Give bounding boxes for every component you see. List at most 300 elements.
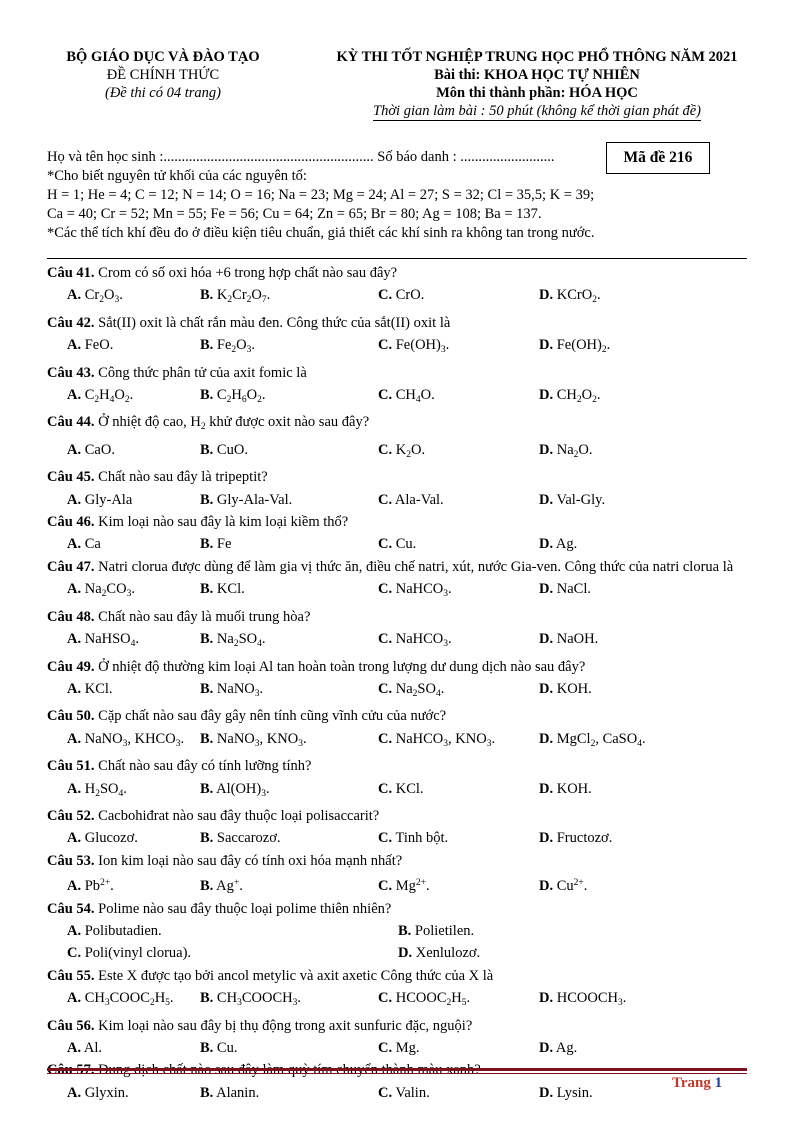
subject: Môn thi thành phần: HÓA HỌC [436,85,638,101]
answer-option[interactable] [539,872,729,897]
option-text: NaHCO$_3$. [392,581,452,600]
official-label: ĐỀ CHÍNH THỨC [106,67,220,83]
question-text: Ở nhiệt độ thường kim loại Al tan hoàn toàn trong lượng dư dung dịch nào sau đây? [94,658,586,675]
option-letter: B. [200,730,214,747]
option-letter: D. [539,631,554,648]
answer-option[interactable] [539,778,729,805]
option-letter: B. [200,287,214,304]
option-letter: D. [398,945,413,962]
option-text: $K_2O$. [392,441,426,460]
question-block [47,656,749,706]
answer-option[interactable] [47,628,200,655]
option-letter: B. [200,441,214,458]
option-letter: C. [378,780,393,797]
answer-row [47,1037,749,1059]
question-number: Câu 46. [47,514,95,531]
option-text: $CH_3COOC_2H_5$. [81,990,174,1009]
option-letter: D. [539,536,554,553]
question-number: Câu 53. [47,852,95,869]
option-letter: A. [67,922,82,939]
exam-title: KỲ THI TỐT NGHIỆP TRUNG HỌC PHỔ THÔNG NĂM 2021 [336,49,738,65]
question-block [47,556,749,606]
answer-row [47,987,749,1014]
answer-option[interactable] [378,334,539,361]
question-block [47,705,749,755]
answer-option[interactable] [378,678,539,705]
option-letter: A. [67,1084,82,1101]
question-stem [47,466,749,488]
answer-option[interactable] [200,1037,378,1059]
option-letter: B. [200,680,214,697]
answer-option[interactable] [539,578,729,605]
question-text: Ion kim loại nào sau đây có tính oxi hóa mạnh nhất? [94,852,403,869]
option-letter: C. [378,730,393,747]
answer-option[interactable] [378,778,539,805]
question-text: Sắt(II) oxit là chất rắn màu đen. Công thức của sắt(II) oxit là [94,314,451,331]
question-text: Este X được tạo bởi ancol metylic và axit axetic Công thức của X là [94,967,494,984]
option-letter: A. [67,337,82,354]
option-text: $Fe_2O_3$. [213,337,256,356]
answer-option[interactable] [47,334,200,361]
question-stem [47,511,749,533]
question-text: Công thức phân tử của axit fomic là [94,364,307,381]
option-letter: C. [378,491,393,508]
option-text: KOH. [553,780,592,797]
option-text: Xenlulozơ. [412,945,481,962]
answer-option[interactable] [47,987,200,1014]
answer-option[interactable] [200,778,378,805]
option-letter: A. [67,830,82,847]
answer-option[interactable] [398,942,728,964]
option-letter: C. [378,830,393,847]
option-text: Poli(vinyl clorua). [81,945,192,962]
answer-option[interactable] [539,628,729,655]
question-block [47,466,749,511]
answer-option[interactable] [539,384,729,411]
option-letter: D. [539,730,554,747]
question-text: Kim loại nào sau đây là kim loại kiềm thổ? [94,514,349,531]
option-text: Fructozơ. [553,830,613,847]
gas-note: *Các thể tích khí đều đo ở điều kiện tiêu chuẩn, giả thiết các khí sinh ra không tan trong nước. [47,225,595,241]
option-text: Ag+. [213,878,243,895]
question-number: Câu 41. [47,265,95,281]
option-text: Cu. [392,536,417,553]
option-text: Fe [213,536,232,553]
answer-option[interactable] [47,778,200,805]
answer-row [47,1082,749,1104]
question-block [47,606,749,656]
answer-option[interactable] [539,489,729,511]
option-letter: B. [200,491,214,508]
option-letter: B. [200,631,214,648]
answer-option[interactable] [539,334,729,361]
option-letter: A. [67,990,82,1007]
question-text: Natri clorua được dùng để làm gia vị thức ăn, điều chế natri, xút, nước Gia-ven. Công thức của natri clorua là [94,558,734,575]
option-text: $C_2H_4O_2$. [81,387,134,406]
answer-option[interactable] [200,439,378,466]
question-number: Câu 55. [47,967,95,984]
answer-row [47,334,749,361]
option-letter: D. [539,387,554,404]
option-text: Polibutadien. [81,922,162,939]
answer-option[interactable] [378,987,539,1014]
atomic-intro: *Cho biết nguyên tử khối của các nguyên tố: [47,168,307,184]
answer-option[interactable] [200,827,378,849]
option-text: Ag. [553,1040,578,1056]
option-text: KCrO$_2$. [553,287,601,306]
answer-row [47,942,749,964]
answer-option[interactable] [398,920,728,942]
question-block [47,850,749,898]
option-text: $CH_2O_2$. [553,387,601,406]
footer-rule-thick [47,1068,747,1071]
answer-option[interactable] [200,334,378,361]
option-text: Alanin. [213,1084,260,1101]
option-letter: B. [200,990,214,1007]
option-text: CaO. [81,441,115,458]
page-number-value: 1 [714,1075,723,1091]
option-text: $CH_4O$. [392,387,435,406]
answer-option[interactable] [378,489,539,511]
option-text: Gly-Ala-Val. [213,491,293,508]
option-text: NaOH. [553,631,599,648]
option-text: Al. [81,1040,103,1056]
option-text: $Fe(OH)_3$. [392,337,450,356]
question-stem [47,1015,749,1037]
answer-option[interactable] [47,578,200,605]
option-letter: A. [67,1040,82,1056]
header-divider [47,258,747,259]
answer-row [47,872,749,897]
option-text: $Pb^{2+}$. [81,878,114,895]
answer-option[interactable] [200,384,378,411]
option-text: $Cr_2O_3$. [81,287,123,306]
question-number: Câu 54. [47,900,95,917]
answer-option[interactable] [378,827,539,849]
option-text: $Na_2SO_4$. [392,680,445,699]
answer-option[interactable] [47,533,200,555]
header-right [308,48,766,120]
option-text: Gly-Ala [81,491,133,508]
question-stem [47,656,749,678]
option-letter: C. [378,287,393,304]
answer-option[interactable] [200,489,378,511]
answer-option[interactable] [378,533,539,555]
option-text: KCl. [81,680,113,697]
question-number: Câu 52. [47,807,95,824]
option-text: $C_2H_6O_2$. [213,387,266,406]
question-stem [47,312,749,334]
question-number: Câu 45. [47,469,95,486]
answer-row [47,284,749,311]
question-stem [47,850,749,872]
option-text: $Al(OH)_3$. [213,780,270,799]
question-text: Chất nào sau đây là tripeptit? [94,469,268,486]
option-text: FeO. [81,337,114,354]
option-letter: B. [200,1084,214,1101]
option-letter: D. [539,441,554,458]
subject-group: Bài thi: KHOA HỌC TỰ NHIÊN [434,67,640,83]
option-text: $Na_2SO_4$. [213,631,266,650]
answer-option[interactable] [378,1037,539,1059]
answer-row [47,439,749,466]
answer-option[interactable] [539,1037,729,1059]
option-text: Valin. [392,1084,430,1101]
answer-option[interactable] [378,872,539,897]
answer-row [47,728,749,755]
option-text: NaHCO$_3$, $KNO_3$. [392,730,496,749]
option-letter: A. [67,780,82,797]
answer-option[interactable] [47,439,200,466]
question-number: Câu 56. [47,1017,95,1034]
option-letter: A. [67,631,82,648]
option-letter: D. [539,1040,554,1056]
question-text: Chất nào sau đây có tính lưỡng tính? [94,758,312,775]
option-text: NaNO$_3$. [213,680,264,699]
option-text: Saccarozơ. [213,830,281,847]
question-number: Câu 47. [47,558,95,575]
question-number: Câu 43. [47,364,95,381]
answer-option[interactable] [378,384,539,411]
time-note-text: Thời gian làm bài : 50 phút (không kể thời gian phát đề) [373,103,701,119]
question-text: Dung dịch chất nào sau đây làm quỳ tím chuyển thành màu xanh? [94,1062,481,1079]
answer-row [47,678,749,705]
option-letter: A. [67,536,82,553]
option-letter: A. [67,441,82,458]
option-text: $HCOOCH_3$. [553,990,627,1009]
answer-option[interactable] [47,872,200,897]
answer-option[interactable] [47,920,398,942]
question-block [47,898,749,965]
question-block [47,411,749,466]
answer-option[interactable] [378,628,539,655]
page-number [672,1075,722,1092]
question-text: Crom có số oxi hóa +6 trong hợp chất nào sau đây? [94,265,398,281]
ministry-name: BỘ GIÁO DỤC VÀ ĐÀO TẠO [66,49,260,65]
option-letter: D. [539,990,554,1007]
answer-option[interactable] [47,678,200,705]
option-letter: C. [378,441,393,458]
option-text: CrO. [392,287,425,304]
answer-option[interactable] [47,284,200,311]
answer-option[interactable] [200,284,378,311]
answer-row [47,920,749,942]
question-text: Cacbohiđrat nào sau đây thuộc loại polisaccarit? [94,807,380,824]
answer-row [47,778,749,805]
option-text: NaHCO$_3$. [392,631,452,650]
question-number: Câu 48. [47,608,95,625]
option-text: Glucozơ. [81,830,138,847]
option-text: Mg. [392,1040,420,1056]
option-letter: B. [200,878,214,895]
answer-option[interactable] [47,384,200,411]
answer-row [47,628,749,655]
option-letter: A. [67,581,82,598]
option-letter: A. [67,680,82,697]
question-block [47,511,749,556]
atomic-masses-2: Ca = 40; Cr = 52; Mn = 55; Fe = 56; Cu = 64; Zn = 65; Br = 80; Ag = 108; Ba = 137. [47,206,542,222]
option-text: Glyxin. [81,1084,129,1101]
question-text: Ở nhiệt độ cao, $H_2$ khử được oxit nào sau đây? [94,414,370,433]
option-letter: C. [378,631,393,648]
answer-option[interactable] [200,1082,378,1104]
option-text: $CH_3COOCH_3$. [213,990,301,1009]
option-text: NaHSO$_4$. [81,631,140,650]
answer-option[interactable] [539,827,729,849]
option-letter: B. [200,337,214,354]
answer-option[interactable] [539,284,729,311]
option-text: Ag. [553,536,578,553]
option-text: KOH. [553,680,592,697]
option-letter: D. [539,337,554,354]
answer-option[interactable] [378,1082,539,1104]
option-letter: C. [378,387,393,404]
option-letter: D. [539,780,554,797]
option-letter: D. [539,1084,554,1101]
option-letter: D. [539,830,554,847]
option-text: Polietilen. [411,922,475,939]
option-letter: D. [539,878,554,895]
pages-note: (Đề thi có 04 trang) [105,85,221,101]
answer-option[interactable] [47,942,398,964]
answer-option[interactable] [378,284,539,311]
question-number: Câu 57. [47,1062,95,1079]
answer-option[interactable] [47,827,200,849]
answer-option[interactable] [539,439,729,466]
option-letter: D. [539,680,554,697]
answer-option[interactable] [200,578,378,605]
option-text: $HCOOC_2H_5$. [392,990,471,1009]
question-block [47,362,749,412]
option-text: Ala-Val. [392,491,444,508]
answer-option[interactable] [200,728,378,755]
answer-option[interactable] [200,628,378,655]
option-text: MgCl$_2$, CaSO$_4$. [553,730,646,749]
option-text: Ca [81,536,101,553]
option-letter: B. [398,922,412,939]
option-text: $K_2Cr_2O_7$. [213,287,271,306]
option-letter: A. [67,287,82,304]
option-letter: D. [539,581,554,598]
option-letter: C. [378,1040,393,1056]
time-note [308,102,766,120]
question-number: Câu 44. [47,414,95,431]
option-letter: B. [200,581,214,598]
option-letter: C. [378,536,393,553]
answer-row [47,827,749,849]
answer-row [47,533,749,555]
answer-option[interactable] [47,1037,200,1059]
option-text: Val-Gly. [553,491,606,508]
question-block [47,805,749,850]
answer-row [47,578,749,605]
question-list [47,262,749,1104]
option-text: Cu. [213,1040,238,1056]
option-text: $Cu^{2+}$. [553,878,588,895]
option-letter: A. [67,730,82,747]
answer-option[interactable] [378,439,539,466]
answer-option[interactable] [47,1082,200,1104]
option-letter: B. [200,1040,214,1056]
option-text: $Na_2O$. [553,441,593,460]
question-text: Polime nào sau đây thuộc loại polime thiên nhiên? [94,900,392,917]
answer-option[interactable] [200,987,378,1014]
answer-option[interactable] [539,728,729,755]
question-block [47,755,749,805]
option-text: NaNO$_3$, $KNO_3$. [213,730,307,749]
option-letter: B. [200,387,214,404]
option-letter: C. [378,990,393,1007]
option-text: Lysin. [553,1084,593,1101]
answer-option[interactable] [47,728,200,755]
option-text: $Na_2CO_3$. [81,581,135,600]
option-text: $Fe(OH)_2$. [553,337,611,356]
answer-option[interactable] [539,533,729,555]
question-number: Câu 50. [47,708,95,725]
option-letter: D. [539,287,554,304]
answer-option[interactable] [200,872,378,897]
option-letter: B. [200,780,214,797]
answer-row [47,489,749,511]
footer-rule-thin [47,1073,747,1074]
question-block [47,1015,749,1060]
question-stem [47,755,749,777]
question-text: Chất nào sau đây là muối trung hòa? [94,608,311,625]
question-stem [47,805,749,827]
question-number: Câu 49. [47,658,95,675]
student-line: Họ và tên học sinh :.......................................................... Số báo danh : .......................... [47,149,555,165]
option-text: $Mg^{2+}$. [392,878,430,895]
answer-option[interactable] [539,678,729,705]
question-stem [47,411,749,438]
question-stem [47,705,749,727]
option-letter: C. [67,945,82,962]
option-letter: C. [378,581,393,598]
answer-option[interactable] [47,489,200,511]
atomic-masses-1: H = 1; He = 4; C = 12; N = 14; O = 16; Na = 23; Mg = 24; Al = 27; S = 32; Cl = 35,5; K = 39; [47,187,595,203]
option-text: NaNO$_3$, $KHCO_3$. [81,730,185,749]
exam-info [47,148,747,243]
answer-option[interactable] [378,728,539,755]
exam-code-box: Mã đề 216 [606,142,710,174]
question-stem [47,362,749,384]
header-left [44,48,282,102]
question-number: Câu 42. [47,314,95,331]
option-text: KCl. [392,780,424,797]
question-stem [47,965,749,987]
answer-option[interactable] [539,987,729,1014]
answer-row [47,384,749,411]
option-letter: C. [378,878,393,895]
option-letter: B. [200,536,214,553]
option-text: NaCl. [553,581,591,598]
answer-option[interactable] [378,578,539,605]
question-text: Cặp chất nào sau đây gây nên tính cũng vĩnh cửu của nước? [94,708,447,725]
option-text: Tinh bột. [392,830,449,847]
page-label: Trang [672,1075,711,1091]
option-letter: C. [378,1084,393,1101]
answer-option[interactable] [200,678,378,705]
answer-option[interactable] [200,533,378,555]
question-stem [47,898,749,920]
question-stem [47,606,749,628]
question-block [47,965,749,1015]
option-letter: D. [539,491,554,508]
question-stem [47,262,749,284]
question-text: Kim loại nào sau đây bị thụ động trong axit sunfuric đặc, nguội? [94,1017,473,1034]
option-letter: B. [200,830,214,847]
option-letter: C. [378,680,393,697]
